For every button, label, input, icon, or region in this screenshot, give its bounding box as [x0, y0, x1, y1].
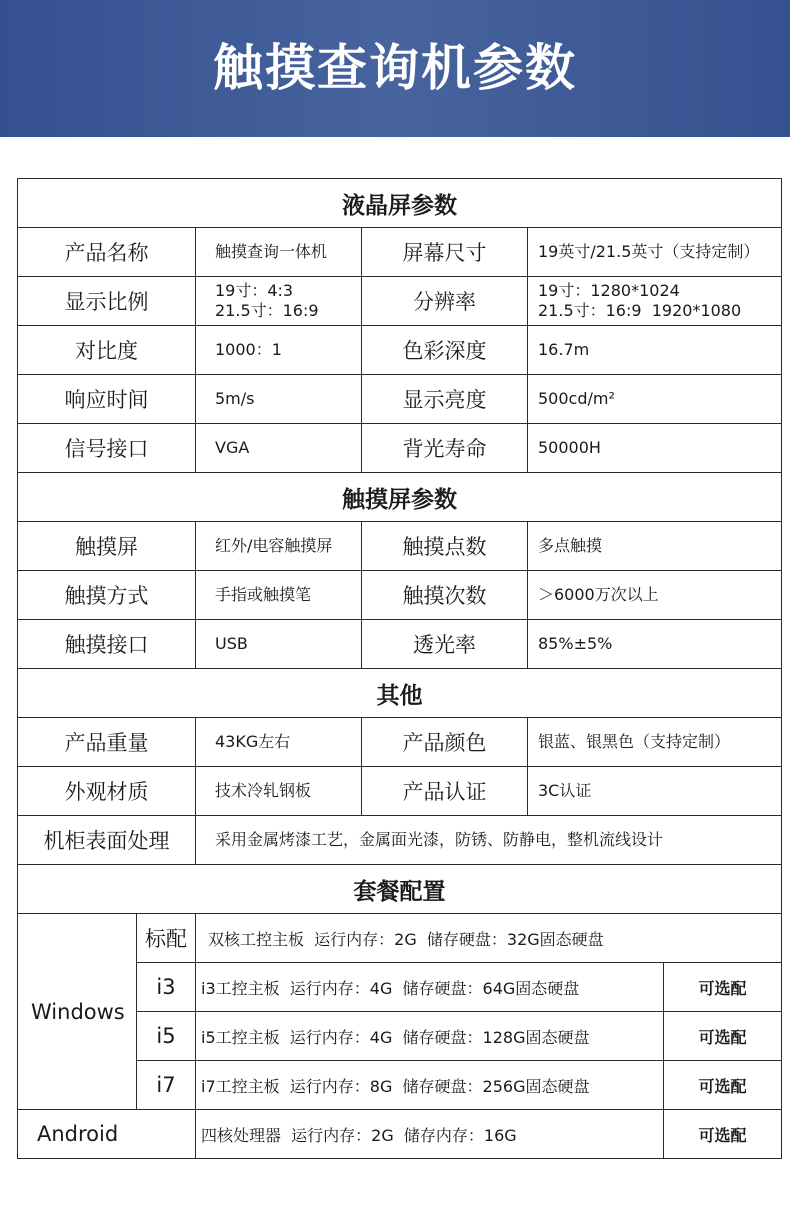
spec-value-line: 19寸：1280*1024 — [538, 281, 680, 300]
spec-value: 红外/电容触摸屏 — [196, 522, 362, 571]
table-row — [18, 914, 782, 963]
tier-i7: i7 — [137, 1061, 196, 1110]
config-i7: i7工控主板 运行内存：8G 储存硬盘：256G固态硬盘 — [196, 1061, 664, 1110]
spec-label: 透光率 — [362, 620, 528, 669]
config-android: 四核处理器 运行内存：2G 储存内存：16G — [196, 1110, 664, 1159]
spec-value: 5m/s — [196, 375, 362, 424]
table-row — [18, 277, 782, 326]
spec-label: 产品认证 — [362, 767, 528, 816]
spec-value: 手指或触摸笔 — [196, 571, 362, 620]
spec-value: 银蓝、银黑色（支持定制） — [528, 718, 782, 767]
spec-value: 19英寸/21.5英寸（支持定制） — [528, 228, 782, 277]
tier-standard: 标配 — [137, 914, 196, 963]
header-banner — [0, 0, 790, 137]
config-standard: 双核工控主板 运行内存：2G 储存硬盘：32G固态硬盘 — [196, 914, 782, 963]
spec-label: 触摸接口 — [18, 620, 196, 669]
spec-value — [196, 277, 362, 326]
spec-label: 触摸次数 — [362, 571, 528, 620]
spec-label: 对比度 — [18, 326, 196, 375]
table-row — [18, 816, 782, 865]
spec-value: 1000：1 — [196, 326, 362, 375]
section-header-lcd — [18, 179, 782, 228]
os-android: Android — [18, 1110, 196, 1159]
spec-label-cabinet: 机柜表面处理 — [18, 816, 196, 865]
os-windows: Windows — [18, 914, 137, 1110]
table-row — [18, 522, 782, 571]
tier-i5: i5 — [137, 1012, 196, 1061]
spec-label: 触摸点数 — [362, 522, 528, 571]
spec-value: 500cd/m² — [528, 375, 782, 424]
spec-label: 分辨率 — [362, 277, 528, 326]
spec-value: 触摸查询一体机 — [196, 228, 362, 277]
optional-badge: 可选配 — [664, 1012, 782, 1061]
table-row — [18, 718, 782, 767]
section-title-other: 其他 — [18, 669, 782, 718]
spec-value: 多点触摸 — [528, 522, 782, 571]
page-title: 触摸查询机参数 — [213, 39, 577, 97]
section-title-touch: 触摸屏参数 — [18, 473, 782, 522]
optional-badge: 可选配 — [664, 963, 782, 1012]
table-row — [18, 1110, 782, 1159]
spec-label: 显示亮度 — [362, 375, 528, 424]
config-i5: i5工控主板 运行内存：4G 储存硬盘：128G固态硬盘 — [196, 1012, 664, 1061]
spec-label: 产品名称 — [18, 228, 196, 277]
table-row — [18, 424, 782, 473]
spec-label: 背光寿命 — [362, 424, 528, 473]
spec-value: 85%±5% — [528, 620, 782, 669]
table-row — [18, 620, 782, 669]
spec-value: USB — [196, 620, 362, 669]
spec-value-line: 21.5寸：16:9 1920*1080 — [538, 301, 742, 320]
spec-value-line: 19寸：4:3 — [215, 281, 294, 300]
spec-value: 技术冷轧钢板 — [196, 767, 362, 816]
spec-value-cabinet: 采用金属烤漆工艺，金属面光漆，防锈、防静电，整机流线设计 — [196, 816, 782, 865]
spec-label: 产品颜色 — [362, 718, 528, 767]
spec-value: ＞6000万次以上 — [528, 571, 782, 620]
section-header-touch — [18, 473, 782, 522]
section-header-package — [18, 865, 782, 914]
spec-value: 43KG左右 — [196, 718, 362, 767]
spec-label: 产品重量 — [18, 718, 196, 767]
spec-label: 响应时间 — [18, 375, 196, 424]
table-row — [18, 767, 782, 816]
section-title-lcd: 液晶屏参数 — [18, 179, 782, 228]
spec-value: 3C认证 — [528, 767, 782, 816]
spec-label: 触摸屏 — [18, 522, 196, 571]
spec-label: 外观材质 — [18, 767, 196, 816]
table-row — [18, 228, 782, 277]
spec-value: VGA — [196, 424, 362, 473]
spec-label: 屏幕尺寸 — [362, 228, 528, 277]
table-row — [18, 326, 782, 375]
section-title-package: 套餐配置 — [18, 865, 782, 914]
spec-value: 50000H — [528, 424, 782, 473]
spec-label: 触摸方式 — [18, 571, 196, 620]
optional-badge: 可选配 — [664, 1061, 782, 1110]
spec-label: 色彩深度 — [362, 326, 528, 375]
spec-label: 显示比例 — [18, 277, 196, 326]
spec-table — [17, 178, 782, 1159]
optional-badge: 可选配 — [664, 1110, 782, 1159]
config-i3: i3工控主板 运行内存：4G 储存硬盘：64G固态硬盘 — [196, 963, 664, 1012]
spec-value: 16.7m — [528, 326, 782, 375]
spec-value-line: 21.5寸：16:9 — [215, 301, 319, 320]
spec-label: 信号接口 — [18, 424, 196, 473]
spec-value — [528, 277, 782, 326]
tier-i3: i3 — [137, 963, 196, 1012]
section-header-other — [18, 669, 782, 718]
table-row — [18, 375, 782, 424]
table-row — [18, 571, 782, 620]
